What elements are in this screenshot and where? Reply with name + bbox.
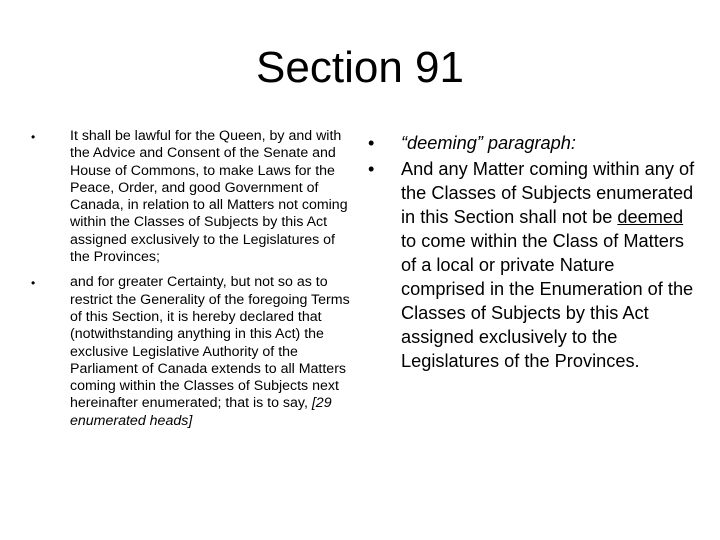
deeming-text-after: to come within the Class of Matters of a local or private Nature comprised in the Enumeration of the Classes of Subjects by this Act assigned exclusively to the Legislatures of the Provinces. xyxy=(401,231,694,371)
bullet-icon: • xyxy=(368,133,375,153)
bullet-icon: • xyxy=(31,130,36,144)
deeming-text-before: And any Matter coming within any of the Classes of Subjects enumerated in this Section shall not be xyxy=(401,159,695,227)
enumerated-heads-note: [29 enumerated heads] xyxy=(70,395,332,429)
bullet-icon: • xyxy=(31,276,36,291)
left-bullet-1-text: It shall be lawful for the Queen, by and with the Advice and Consent of the Senate and House of Commons, to make Laws for the Peace, Order, and good Government of Canada, in relation to all Matters not coming within the Classes of Subjects by this Act assigned exclusively to the Legislatures of the Provinces; xyxy=(70,128,348,266)
deeming-paragraph-label: “deeming” paragraph: xyxy=(401,133,576,153)
deemed-underlined-word: deemed xyxy=(617,207,684,227)
left-column xyxy=(28,128,356,438)
right-column xyxy=(365,131,695,375)
bullet-icon: • xyxy=(368,159,375,179)
right-bullet-1 xyxy=(365,131,695,155)
left-bullet-2-text: and for greater Certainty, but not so as to restrict the Generality of the foregoing Terms of this Section, it is hereby declared that (notwithstanding anything in this Act) the exclusive Legislative Authority of the Parliament of Canada extends to all Matters coming within the Classes of Subjects next hereinafter enumerated; that is to say, xyxy=(70,274,350,412)
left-bullet-2 xyxy=(28,274,356,430)
right-bullet-2 xyxy=(365,157,695,373)
slide-title: Section 91 xyxy=(256,43,464,92)
left-bullet-1 xyxy=(28,128,356,266)
